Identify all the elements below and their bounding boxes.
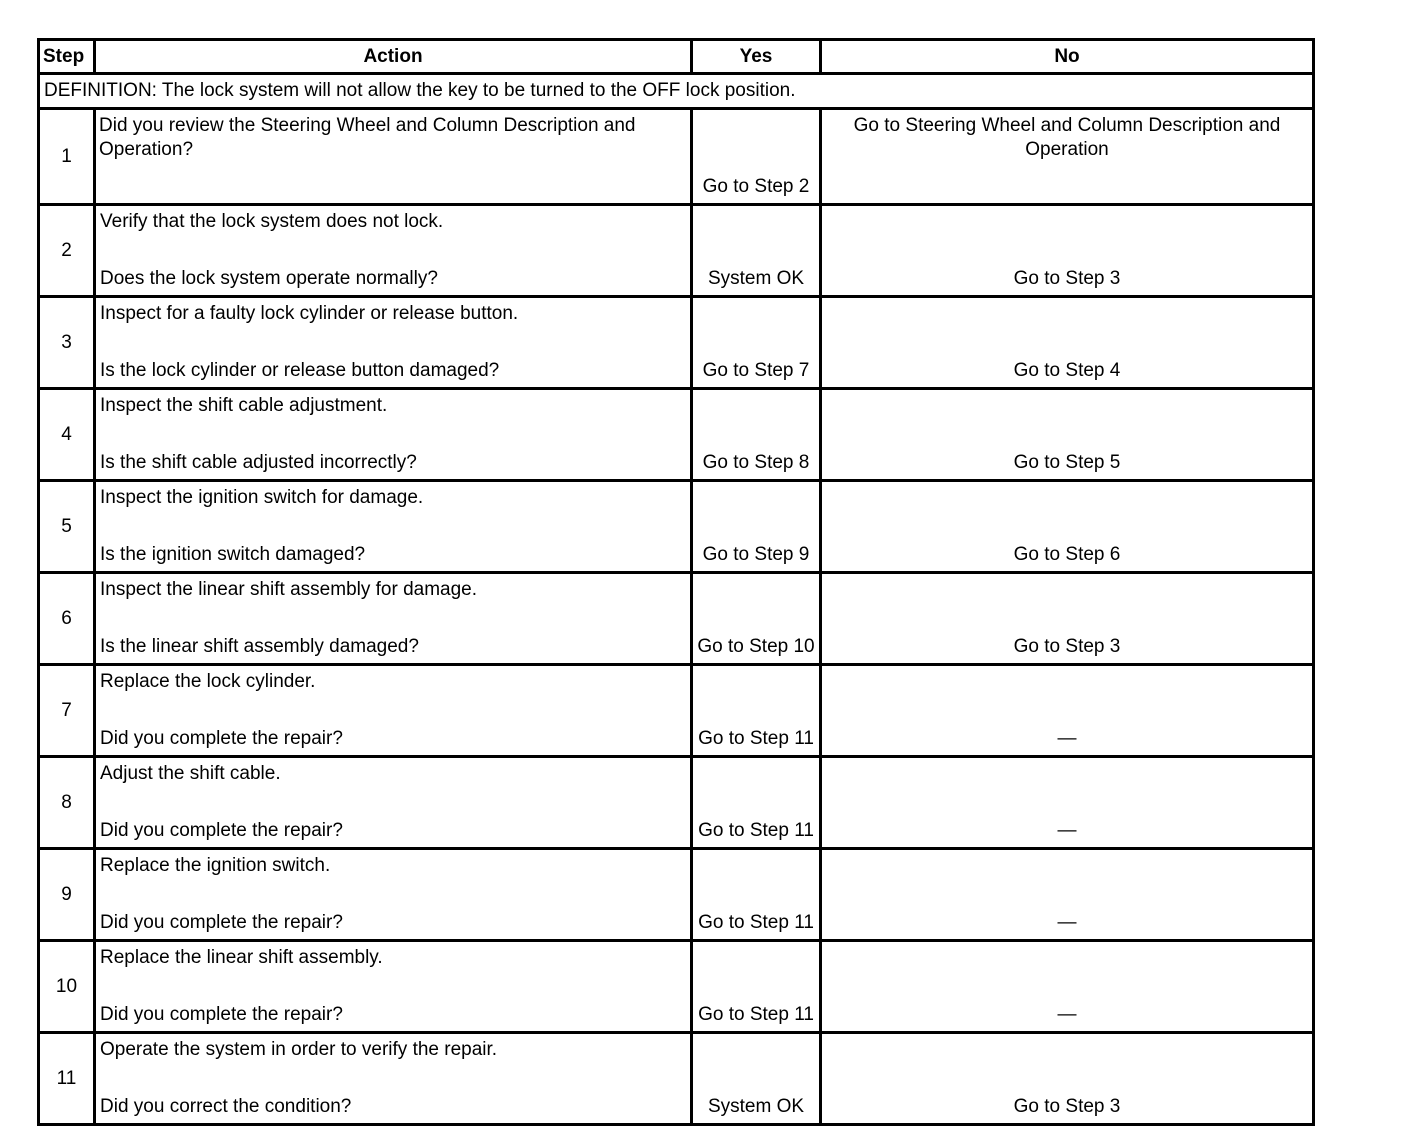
action-question: Did you correct the condition?: [100, 1096, 352, 1117]
yes-result: Go to Step 11: [692, 757, 821, 849]
yes-result: System OK: [692, 1033, 821, 1125]
action-instruction: Did you review the Steering Wheel and Column Description and Operation?: [99, 115, 636, 160]
table-row: [39, 573, 1314, 665]
action-cell: [95, 941, 692, 1033]
action-instruction: Inspect the ignition switch for damage.: [100, 487, 424, 508]
no-result: Go to Steering Wheel and Column Description and Operation: [821, 109, 1314, 205]
action-instruction: Inspect the linear shift assembly for damage.: [100, 579, 478, 600]
action-question: Is the linear shift assembly damaged?: [100, 636, 419, 657]
action-question: Did you complete the repair?: [100, 912, 343, 933]
step-number: 7: [39, 665, 95, 757]
header-no: No: [821, 40, 1314, 74]
action-cell: [95, 665, 692, 757]
no-result: —: [821, 941, 1314, 1033]
table-row: [39, 1033, 1314, 1125]
action-question: Does the lock system operate normally?: [100, 268, 438, 289]
table-row: [39, 389, 1314, 481]
action-instruction: Verify that the lock system does not lock.: [100, 211, 444, 232]
header-action: Action: [95, 40, 692, 74]
action-instruction: Operate the system in order to verify the repair.: [100, 1039, 498, 1060]
no-result: Go to Step 4: [821, 297, 1314, 389]
yes-result: Go to Step 11: [692, 941, 821, 1033]
definition-text: DEFINITION: The lock system will not allow the key to be turned to the OFF lock position.: [39, 74, 1314, 109]
step-number: 1: [39, 109, 95, 205]
table-row: [39, 849, 1314, 941]
step-number: 11: [39, 1033, 95, 1125]
action-cell: [95, 481, 692, 573]
no-result: Go to Step 3: [821, 205, 1314, 297]
action-question: Did you complete the repair?: [100, 1004, 343, 1025]
table-row: [39, 109, 1314, 205]
step-number: 3: [39, 297, 95, 389]
action-instruction: Replace the linear shift assembly.: [100, 947, 383, 968]
yes-result: System OK: [692, 205, 821, 297]
action-cell: [95, 205, 692, 297]
yes-result: Go to Step 9: [692, 481, 821, 573]
action-question: Did you complete the repair?: [100, 820, 343, 841]
action-cell: [95, 757, 692, 849]
table-row: [39, 941, 1314, 1033]
action-instruction: Replace the ignition switch.: [100, 855, 331, 876]
action-question: Did you complete the repair?: [100, 728, 343, 749]
table-row: [39, 297, 1314, 389]
table-row: [39, 205, 1314, 297]
action-cell: [95, 849, 692, 941]
step-number: 6: [39, 573, 95, 665]
action-question: Is the shift cable adjusted incorrectly?: [100, 452, 417, 473]
step-number: 4: [39, 389, 95, 481]
action-cell: [95, 389, 692, 481]
yes-result: Go to Step 10: [692, 573, 821, 665]
no-result: —: [821, 757, 1314, 849]
yes-result: Go to Step 11: [692, 849, 821, 941]
table-row: [39, 757, 1314, 849]
no-result: —: [821, 665, 1314, 757]
table-row: [39, 665, 1314, 757]
no-result: Go to Step 5: [821, 389, 1314, 481]
action-instruction: Replace the lock cylinder.: [100, 671, 316, 692]
no-result: Go to Step 3: [821, 573, 1314, 665]
no-result: Go to Step 3: [821, 1033, 1314, 1125]
action-instruction: Inspect the shift cable adjustment.: [100, 395, 388, 416]
action-instruction: Inspect for a faulty lock cylinder or release button.: [100, 303, 519, 324]
step-number: 8: [39, 757, 95, 849]
action-instruction: Adjust the shift cable.: [100, 763, 281, 784]
no-result: —: [821, 849, 1314, 941]
no-result: Go to Step 6: [821, 481, 1314, 573]
definition-row: [39, 74, 1314, 109]
action-question: Is the ignition switch damaged?: [100, 544, 366, 565]
action-question: Is the lock cylinder or release button damaged?: [100, 360, 500, 381]
step-number: 5: [39, 481, 95, 573]
step-number: 2: [39, 205, 95, 297]
table-row: [39, 481, 1314, 573]
header-step: Step: [39, 40, 95, 74]
action-cell: [95, 573, 692, 665]
yes-result: Go to Step 7: [692, 297, 821, 389]
yes-result: Go to Step 11: [692, 665, 821, 757]
action-cell: [95, 109, 692, 205]
action-cell: [95, 297, 692, 389]
step-number: 9: [39, 849, 95, 941]
yes-result: Go to Step 8: [692, 389, 821, 481]
step-number: 10: [39, 941, 95, 1033]
action-cell: [95, 1033, 692, 1125]
header-row: [39, 40, 1314, 74]
yes-result: Go to Step 2: [692, 109, 821, 205]
header-yes: Yes: [692, 40, 821, 74]
diagnostic-table: [37, 38, 1315, 1126]
